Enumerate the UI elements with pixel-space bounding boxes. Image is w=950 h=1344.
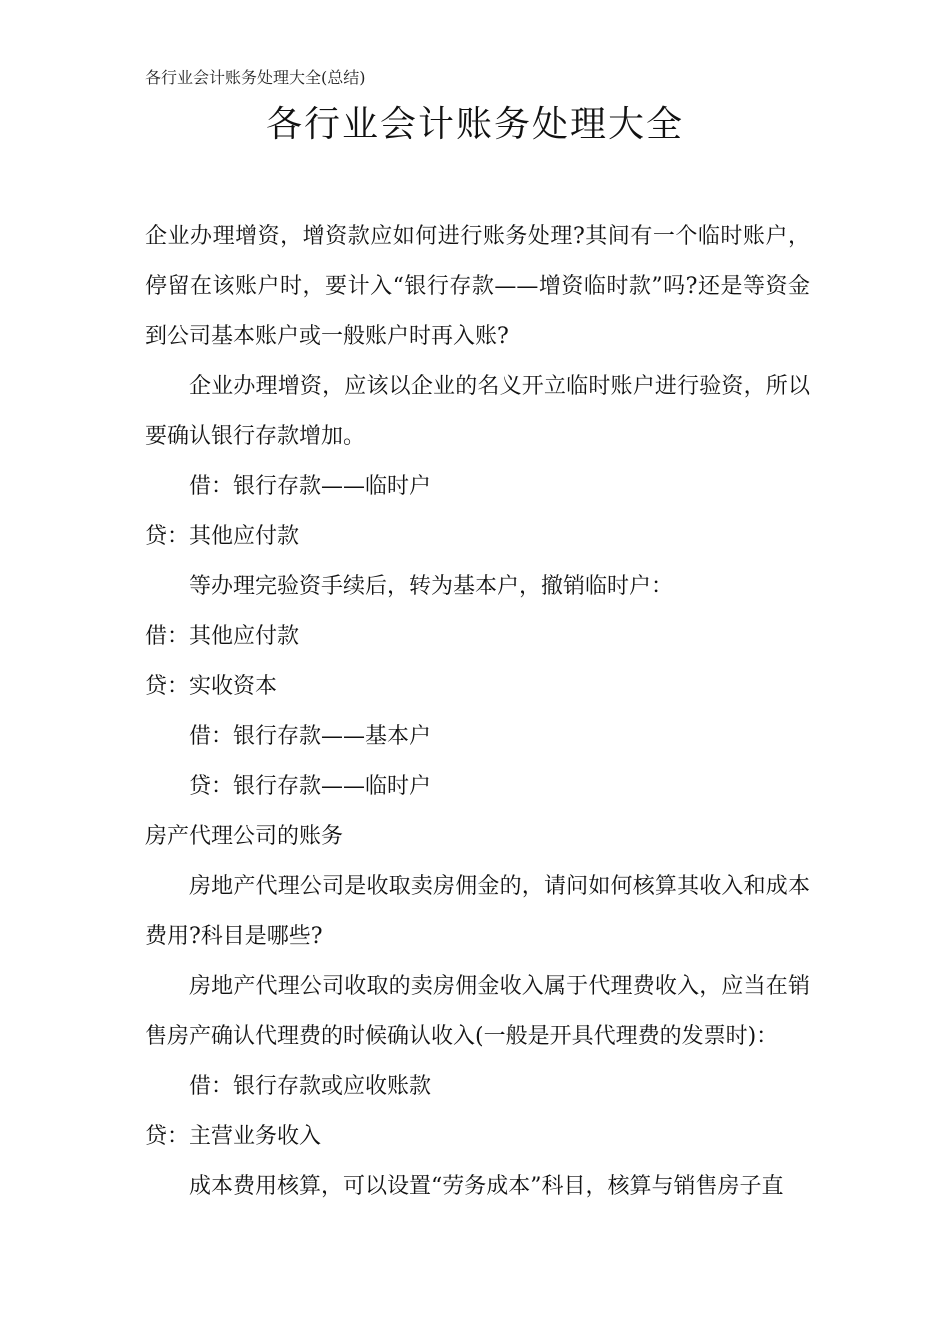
journal-entry-credit: 贷：其他应付款 [145, 524, 300, 549]
journal-entry-debit: 借：银行存款——临时户 [189, 474, 432, 499]
paragraph-answer-agency: 房地产代理公司收取的卖房佣金收入属于代理费收入，应当在销售房产确认代理费的时候确认收入(一般是开具代理费的发票时)： [145, 974, 810, 1049]
paragraph-question-agency: 房地产代理公司是收取卖房佣金的，请问如何核算其收入和成本费用?科目是哪些? [145, 874, 810, 949]
journal-entry-credit: 贷：主营业务收入 [145, 1124, 322, 1149]
journal-entry-debit: 借：其他应付款 [145, 624, 300, 649]
journal-entry-credit: 贷：实收资本 [145, 674, 278, 699]
running-header: 各行业会计账务处理大全(总结) [145, 68, 366, 87]
paragraph-cost-accounting: 成本费用核算，可以设置“劳务成本”科目，核算与销售房子直 [189, 1174, 784, 1199]
journal-entry-credit: 贷：银行存款——临时户 [189, 774, 432, 799]
document-body [145, 212, 810, 1212]
paragraph-answer-capital-increase: 企业办理增资，应该以企业的名义开立临时账户进行验资，所以要确认银行存款增加。 [145, 374, 810, 449]
section-heading-real-estate-agency: 房产代理公司的账务 [145, 824, 344, 849]
journal-entry-debit: 借：银行存款或应收账款 [189, 1074, 432, 1099]
paragraph-question-capital-increase: 企业办理增资，增资款应如何进行账务处理?其间有一个临时账户，停留在该账户时，要计入“银行存款——增资临时款”吗?还是等资金到公司基本账户或一般账户时再入账? [145, 224, 810, 349]
journal-entry-debit: 借：银行存款——基本户 [189, 724, 432, 749]
document-title: 各行业会计账务处理大全 [265, 104, 684, 145]
paragraph-after-verification: 等办理完验资手续后，转为基本户，撤销临时户： [189, 574, 674, 599]
